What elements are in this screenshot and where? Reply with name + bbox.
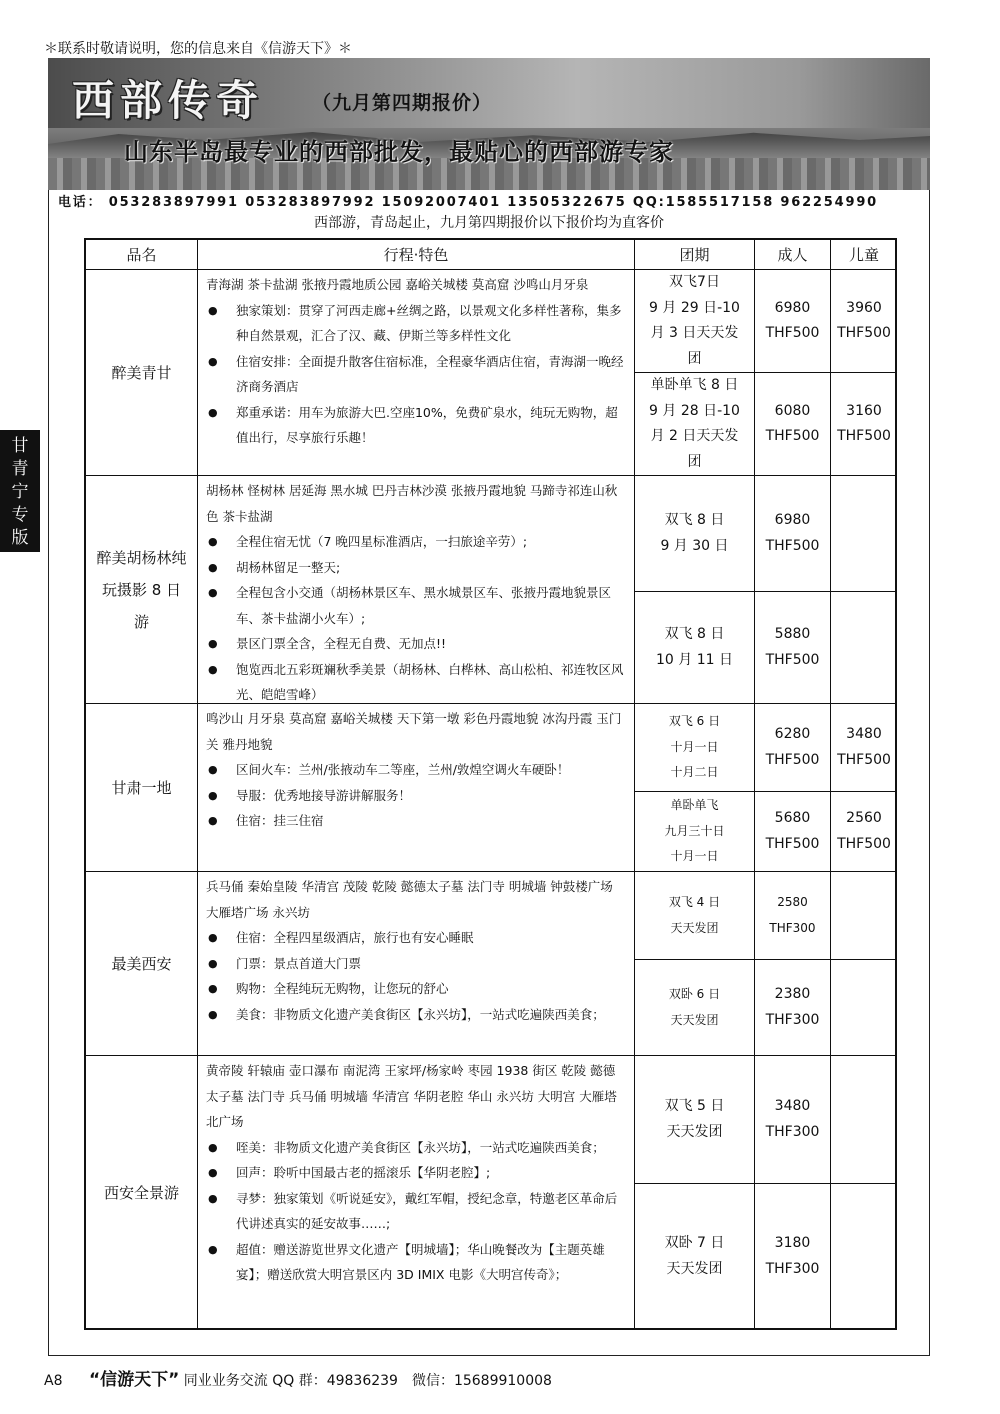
highlight-item: ● 胡杨林留足一整天;: [206, 555, 626, 581]
highlight-item: ● 美食：非物质文化遗产美食街区【永兴坊】，一站式吃遍陕西美食；: [206, 1002, 626, 1028]
adult-price-line: THF500: [765, 751, 820, 768]
top-notice: ＊联系时敬请说明，您的信息来自《信游天下》＊: [44, 41, 352, 57]
adult-price-line: THF500: [765, 325, 820, 341]
page-footer: [44, 1365, 552, 1390]
adult-price-line: THF500: [765, 835, 820, 852]
header-name: 品名: [86, 240, 198, 270]
adult-price-line: 6080: [774, 402, 811, 419]
route-itinerary: [198, 476, 635, 704]
adult-price-line: THF300: [765, 1260, 820, 1277]
child-price-line: THF500: [837, 428, 891, 444]
child-price-line: 2560: [846, 810, 882, 826]
route-name: [86, 476, 198, 704]
route-sights: 黄帝陵 轩辕庙 壶口瀑布 南泥湾 王家坪/杨家岭 枣园 1938 街区 乾陵 懿德太子墓 法门寺 兵马俑 明城墙 华清宫 华阴老腔 华山 永兴坊 大明宫 大雁塔北广场: [206, 1063, 617, 1129]
highlight-item: ● 全程包含小交通（胡杨林景区车、黑水城景区车、张掖丹霞地貌景区车、茶卡盐湖小火车）;: [206, 580, 626, 631]
header-group-date: 团期: [635, 240, 755, 270]
highlight-item: ● 饱览西北五彩斑斓秋季美景（胡杨林、白桦林、高山松柏、祁连牧区风光、皑皑雪峰）: [206, 657, 626, 708]
banner-issue: （九月第四期报价）: [312, 92, 493, 114]
banner-slogan: 山东半岛最专业的西部批发，最贴心的西部游专家: [124, 137, 674, 166]
route-name-text: 甘肃一地: [111, 778, 172, 797]
route-name-text: 最美西安: [111, 954, 172, 973]
adult-price: [755, 373, 831, 476]
route-highlights: [206, 529, 626, 708]
adult-price-line: THF300: [769, 920, 816, 935]
child-price: [831, 1056, 897, 1184]
child-price: [831, 960, 897, 1056]
adult-price: [755, 1056, 831, 1184]
side-tab-char: 专: [11, 505, 29, 525]
route-name-text: 西安全景游: [103, 1183, 179, 1202]
highlight-item: ● 全程住宿无忧（7 晚四星标准酒店，一扫旅途辛劳）;: [206, 529, 626, 555]
route-highlights: [206, 1135, 626, 1288]
departure-date: [635, 1056, 755, 1184]
side-tab-char: 版: [11, 528, 29, 548]
adult-price-line: 5880: [774, 626, 811, 642]
child-price: [831, 1184, 897, 1330]
departure-line: 单卧单飞 8 日: [650, 377, 739, 393]
route-name: [86, 270, 198, 476]
route-itinerary: [198, 704, 635, 872]
route-sights: 胡杨林 怪树林 居延海 黑水城 巴丹吉林沙漠 张掖丹霞地貌 马蹄寺祁连山秋色 茶卡盐湖: [206, 483, 618, 524]
route-sights: 青海湖 茶卡盐湖 张掖丹霞地质公园 嘉峪关城楼 莫高窟 沙鸣山月牙泉: [206, 277, 589, 292]
adult-price: [755, 592, 831, 704]
price-subtitle: 西部游，青岛起止，九月第四期报价以下报价均为直客价: [314, 215, 664, 231]
adult-price-line: 5680: [774, 810, 811, 826]
departure-date: [635, 872, 755, 960]
adult-price: [755, 476, 831, 592]
tour-price-table: [84, 238, 897, 1330]
route-sights: 鸣沙山 月牙泉 莫高窟 嘉峪关城楼 天下第一墩 彩色丹霞地貌 冰沟丹霞 玉门关 雅丹地貌: [206, 711, 622, 752]
departure-line: 10 月 11 日: [656, 651, 733, 668]
page-number: A8: [44, 1373, 63, 1389]
departure-line: 双飞 8 日: [664, 512, 725, 528]
departure-date: [635, 270, 755, 373]
highlight-item: ● 门票：景点首道大门票: [206, 951, 626, 977]
adult-price: [755, 270, 831, 373]
highlight-item: ● 区间火车：兰州/张掖动车二等座，兰州/敦煌空调火车硬卧！: [206, 757, 626, 783]
route-sights: 兵马俑 秦始皇陵 华清宫 茂陵 乾陵 懿德太子墓 法门寺 明城墙 钟鼓楼广场 大雁塔广场 永兴坊: [206, 879, 613, 920]
adult-price-line: 3180: [774, 1235, 811, 1251]
side-tab-char: 青: [11, 459, 29, 479]
side-tab: [0, 430, 40, 552]
child-price-line: THF500: [837, 751, 891, 768]
highlight-item: ● 导服：优秀地接导游讲解服务！: [206, 783, 626, 809]
departure-date: [635, 1184, 755, 1330]
departure-date: [635, 476, 755, 592]
header-banner: [48, 58, 930, 190]
departure-line: 双飞 4 日: [668, 895, 721, 909]
departure-line: 双飞7日: [669, 274, 720, 290]
route-highlights: [206, 925, 626, 1027]
departure-line: 天天发团: [670, 1012, 719, 1027]
departure-line: 双卧 7 日: [664, 1235, 725, 1251]
route-itinerary: [198, 270, 635, 476]
departure-line: 双卧 6 日: [668, 987, 721, 1001]
side-tab-char: 宁: [11, 482, 29, 502]
adult-price-line: 6980: [774, 299, 811, 316]
adult-price-line: THF300: [765, 1011, 820, 1028]
departure-line: 十月一日: [670, 849, 719, 864]
header-itinerary: 行程·特色: [198, 240, 635, 270]
departure-line: 十月二日: [670, 765, 719, 780]
adult-price: [755, 960, 831, 1056]
child-price-line: 3160: [846, 402, 882, 419]
highlight-item: ● 咥美：非物质文化遗产美食街区【永兴坊】，一站式吃遍陕西美食；: [206, 1135, 626, 1161]
departure-line: 十月一日: [670, 739, 719, 754]
banner-logo: 西部传奇: [72, 76, 265, 125]
departure-line: 单卧单飞: [670, 798, 719, 813]
highlight-item: ● 寻梦：独家策划《听说延安》，戴红军帽，授纪念章，特邀老区革命后代讲述真实的延安故事……;: [206, 1186, 626, 1237]
departure-line: 月 3 日天天发: [650, 325, 739, 341]
departure-line: 天天发团: [666, 1260, 723, 1277]
departure-line: 九月三十日: [664, 823, 725, 838]
child-price: [831, 270, 897, 373]
route-name-text: 醉美胡杨林纯玩摄影 8 日游: [96, 548, 187, 631]
adult-price-line: THF500: [765, 428, 820, 444]
highlight-item: ● 超值：赠送游览世界文化遗产【明城墙】；华山晚餐改为【主题英雄宴】；赠送欣赏大明宫景区内 3D IMIX 电影《大明宫传奇》；: [206, 1237, 626, 1288]
departure-line: 天天发团: [670, 920, 719, 935]
footer-brand: “信游天下”: [88, 1370, 180, 1390]
adult-price-line: 2380: [774, 986, 811, 1002]
route-name: [86, 704, 198, 872]
child-price: [831, 373, 897, 476]
departure-date: [635, 373, 755, 476]
adult-price-line: 3480: [774, 1098, 811, 1114]
departure-date: [635, 792, 755, 872]
adult-price-line: 2580: [777, 895, 808, 909]
highlight-item: ● 住宿安排：全面提升散客住宿标准，全程豪华酒店住宿，青海湖一晚经济商务酒店: [206, 349, 626, 400]
route-name: [86, 872, 198, 1056]
adult-price: [755, 872, 831, 960]
departure-date: [635, 592, 755, 704]
adult-price: [755, 792, 831, 872]
highlight-item: ● 购物：全程纯玩无购物，让您玩的舒心: [206, 976, 626, 1002]
child-price-line: 3480: [846, 726, 882, 742]
route-name: [86, 1056, 198, 1330]
adult-price-line: THF500: [765, 651, 820, 668]
departure-date: [635, 704, 755, 792]
departure-line: 团: [687, 350, 702, 367]
departure-line: 9 月 29 日-10: [649, 299, 740, 316]
child-price-line: THF500: [837, 325, 891, 341]
child-price: [831, 792, 897, 872]
route-name-text: 醉美青甘: [111, 363, 172, 382]
departure-line: 月 2 日天天发: [650, 428, 739, 444]
highlight-item: ● 住宿：挂三住宿: [206, 808, 626, 834]
footer-contact: 同业业务交流 QQ 群：49836239 微信：15689910008: [183, 1373, 552, 1389]
departure-line: 双飞 8 日: [664, 626, 725, 642]
departure-line: 天天发团: [666, 1123, 723, 1140]
highlight-item: ● 住宿：全程四星级酒店，旅行也有安心睡眠: [206, 925, 626, 951]
adult-price: [755, 1184, 831, 1330]
departure-date: [635, 960, 755, 1056]
highlight-item: ● 独家策划：贯穿了河西走廊+丝绸之路，以景观文化多样性著称，集多种自然景观，汇合了汉、藏、伊斯兰等多样性文化: [206, 298, 626, 349]
child-price-line: 3960: [846, 299, 882, 316]
route-itinerary: [198, 872, 635, 1056]
departure-line: 双飞 6 日: [668, 714, 721, 729]
departure-line: 团: [687, 453, 702, 470]
contact-line: 电话： 053283897991 053283897992 15092007401 13505322675 QQ:1585517158 962254990: [58, 195, 879, 210]
route-highlights: [206, 298, 626, 451]
child-price-line: THF500: [837, 835, 891, 852]
child-price: [831, 476, 897, 592]
child-price: [831, 592, 897, 704]
adult-price-line: 6980: [774, 512, 811, 528]
header-adult: 成人: [755, 240, 831, 270]
adult-price-line: THF300: [765, 1123, 820, 1140]
highlight-item: ● 景区门票全含，全程无自费、无加点!!: [206, 631, 626, 657]
adult-price: [755, 704, 831, 792]
adult-price-line: THF500: [765, 537, 820, 554]
adult-price-line: 6280: [774, 726, 811, 742]
side-tab-char: 甘: [11, 436, 29, 456]
child-price: [831, 872, 897, 960]
departure-line: 9 月 28 日-10: [649, 402, 740, 419]
header-child: 儿童: [831, 240, 897, 270]
highlight-item: ● 郑重承诺：用车为旅游大巴.空座10%，免费矿泉水，纯玩无购物，超值出行，尽享旅行乐趣！: [206, 400, 626, 451]
child-price: [831, 704, 897, 792]
route-itinerary: [198, 1056, 635, 1330]
route-highlights: [206, 757, 626, 834]
highlight-item: ● 回声：聆听中国最古老的摇滚乐【华阴老腔】;: [206, 1160, 626, 1186]
departure-line: 双飞 5 日: [664, 1098, 725, 1114]
departure-line: 9 月 30 日: [660, 537, 729, 554]
